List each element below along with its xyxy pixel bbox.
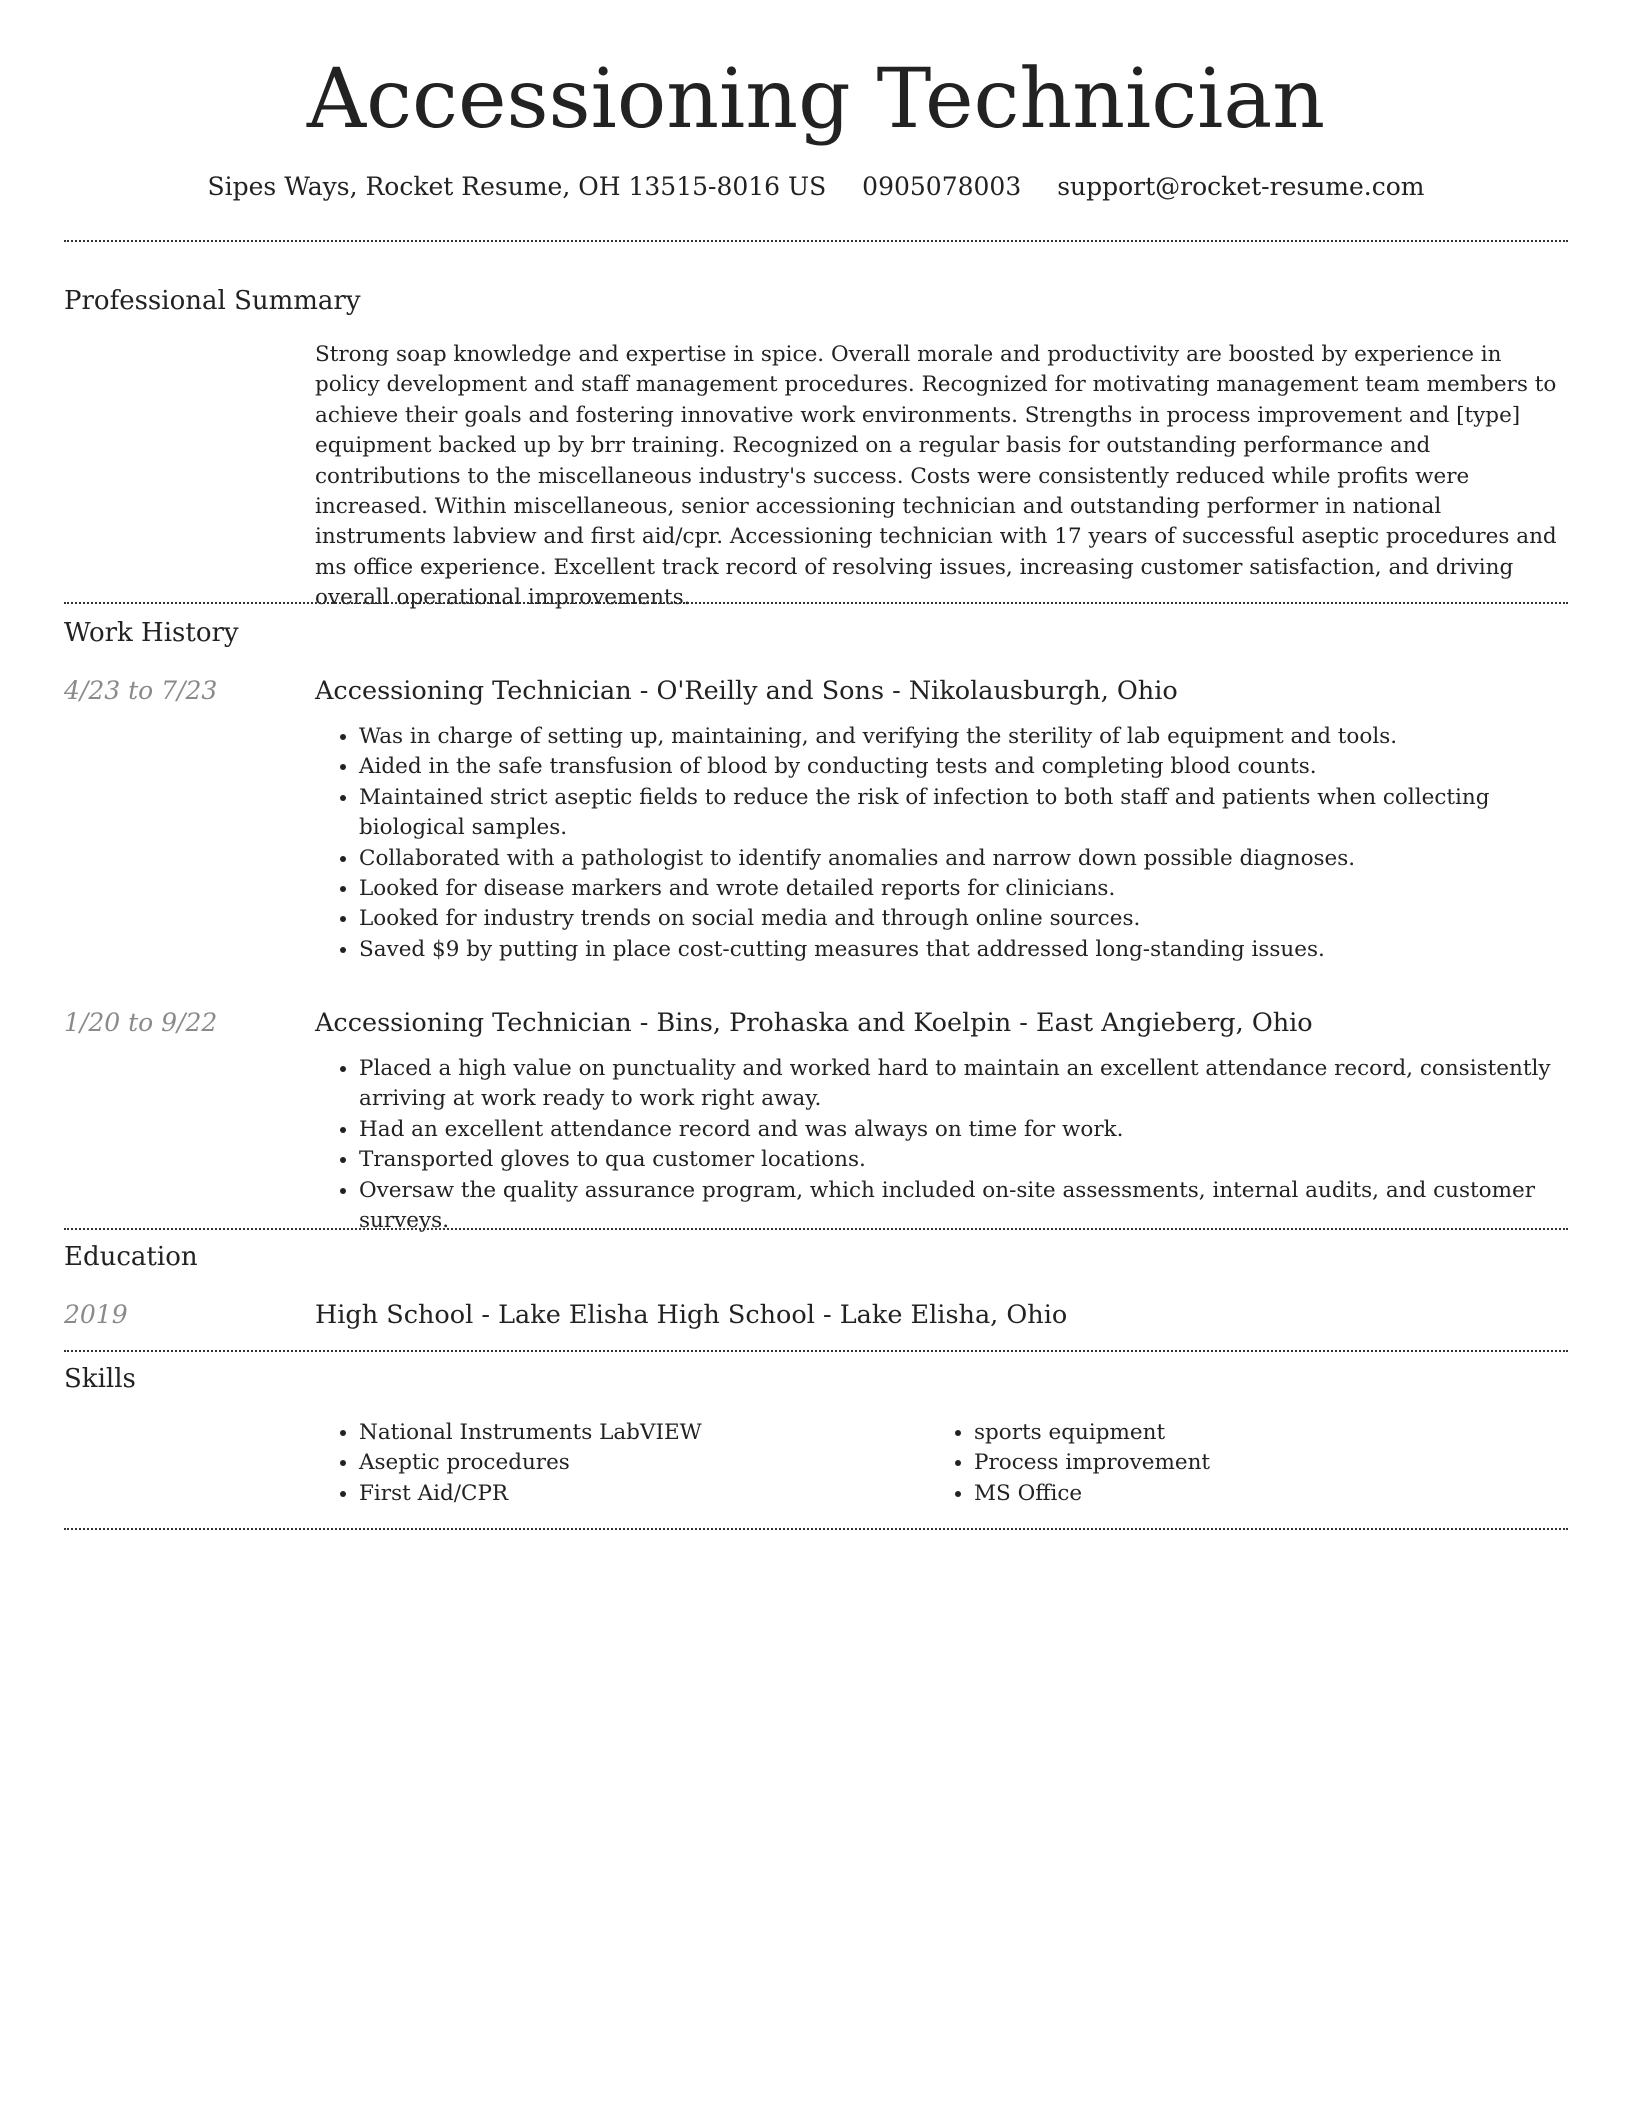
- section-title-skills: Skills: [64, 1364, 136, 1394]
- skills-divider: [64, 1528, 1568, 1530]
- education-entry: [315, 1298, 1568, 1332]
- education-title: High School - Lake Elisha High School - Lake Elisha, Ohio: [315, 1300, 1068, 1330]
- job-dates: 4/23 to 7/23: [64, 676, 218, 705]
- skill-item: • sports equipment: [974, 1418, 1530, 1448]
- job-bullet: • Maintained strict aseptic fields to reduce the risk of infection to both staff and patients when collecting biological samples.: [359, 783, 1568, 844]
- job-bullet: • Looked for industry trends on social media and through online sources.: [359, 904, 1568, 934]
- work-divider: [64, 1228, 1568, 1230]
- skill-item: • First Aid/CPR: [359, 1479, 915, 1509]
- job-bullets: [315, 722, 1568, 965]
- job-entry: [315, 674, 1568, 965]
- candidate-name: Accessioning Technician: [306, 52, 1326, 147]
- education-year: 2019: [64, 1300, 128, 1329]
- skill-item: • MS Office: [974, 1479, 1530, 1509]
- summary-divider: [64, 602, 1568, 604]
- skills-list: [930, 1418, 1530, 1509]
- phone-number: 0905078003: [862, 172, 1022, 201]
- job-entry: [315, 1006, 1568, 1236]
- job-bullet: • Collaborated with a pathologist to identify anomalies and narrow down possible diagnoses.: [359, 844, 1568, 874]
- job-bullet: • Looked for disease markers and wrote detailed reports for clinicians.: [359, 874, 1568, 904]
- job-bullet: • Saved $9 by putting in place cost-cutting measures that addressed long-standing issues.: [359, 935, 1568, 965]
- skill-item: • Process improvement: [974, 1448, 1530, 1478]
- skill-item: • National Instruments LabVIEW: [359, 1418, 915, 1448]
- job-title: Accessioning Technician - Bins, Prohaska and Koelpin - East Angieberg, Ohio: [315, 1008, 1313, 1038]
- job-bullets: [315, 1054, 1568, 1236]
- section-title-education: Education: [64, 1242, 198, 1272]
- job-bullet: • Aided in the safe transfusion of blood by conducting tests and completing blood counts.: [359, 752, 1568, 782]
- summary-text: Strong soap knowledge and expertise in spice. Overall morale and productivity are boosted by experience in policy development and staff management procedures. Recognized for motivating management team members to achieve their goals and fostering innovative work environments. Strengths in process improvement and [type] equipment backed up by brr training. Recognized on a regular basis for outstanding performance and contributions to the miscellaneous industry's success. Costs were consistently reduced while profits were increased. Within miscellaneous, senior accessioning technician and outstanding performer in national instruments labview and first aid/cpr. Accessioning technician with 17 years of successful aseptic procedures and ms office experience. Excellent track record of resolving issues, increasing customer satisfaction, and driving overall operational improvements.: [315, 342, 1557, 611]
- email-address: support@rocket-resume.com: [1057, 172, 1425, 201]
- job-bullet: • Was in charge of setting up, maintaining, and verifying the sterility of lab equipment and tools.: [359, 722, 1568, 752]
- skills-column-right: [930, 1418, 1530, 1509]
- skill-item: • Aseptic procedures: [359, 1448, 915, 1478]
- summary-block: [315, 340, 1568, 614]
- contact-line: [0, 170, 1632, 204]
- address: Sipes Ways, Rocket Resume, OH 13515-8016 US: [207, 172, 827, 201]
- job-bullet: • Had an excellent attendance record and was always on time for work.: [359, 1115, 1568, 1145]
- education-divider: [64, 1350, 1568, 1352]
- job-bullet: • Oversaw the quality assurance program, which included on-site assessments, internal audits, and customer surveys.: [359, 1176, 1568, 1237]
- section-title-summary: Professional Summary: [64, 286, 361, 316]
- job-dates: 1/20 to 9/22: [64, 1008, 218, 1037]
- job-title: Accessioning Technician - O'Reilly and Sons - Nikolausburgh, Ohio: [315, 676, 1178, 706]
- job-bullet: • Transported gloves to qua customer locations.: [359, 1145, 1568, 1175]
- skills-column-left: [315, 1418, 915, 1509]
- skills-list: [315, 1418, 915, 1509]
- header-divider: [64, 240, 1568, 242]
- section-title-work-history: Work History: [64, 618, 239, 648]
- job-bullet: • Placed a high value on punctuality and worked hard to maintain an excellent attendance record, consistently arriving at work ready to work right away.: [359, 1054, 1568, 1115]
